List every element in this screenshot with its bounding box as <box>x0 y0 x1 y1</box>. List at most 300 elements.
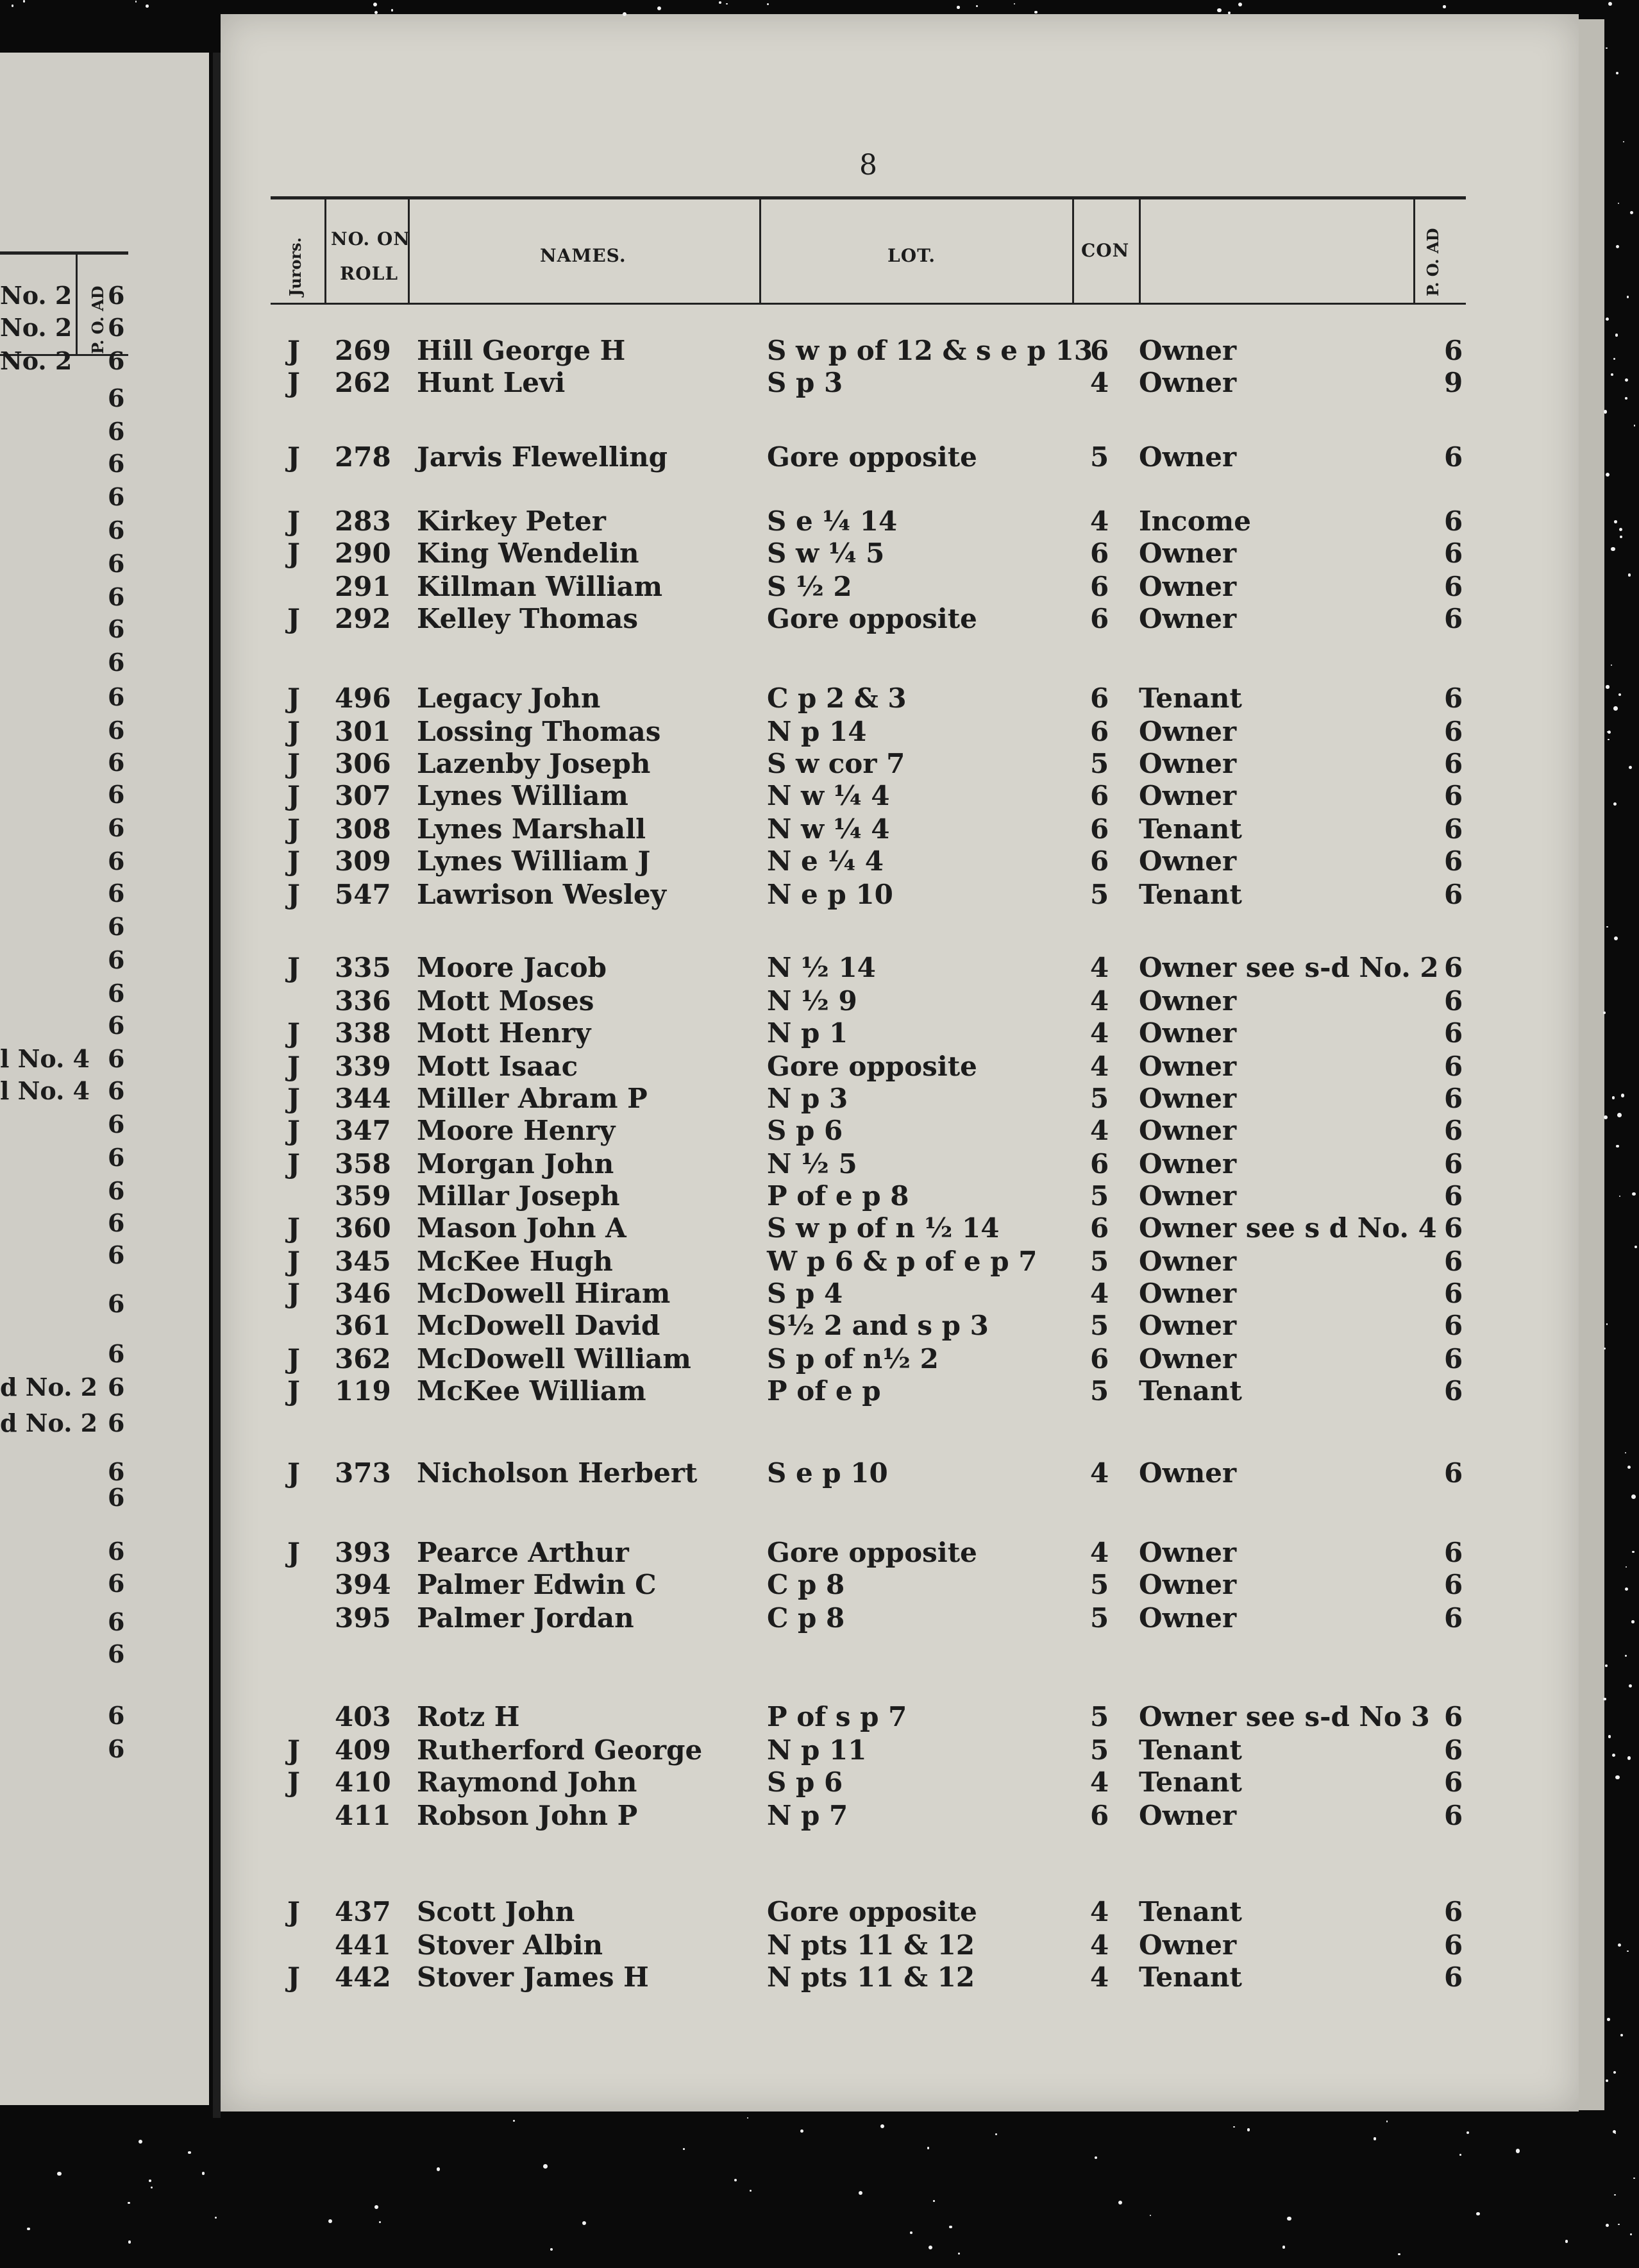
table-row <box>0 1766 1639 1798</box>
person-name: Lynes Marshall <box>417 813 646 845</box>
scan-speck <box>1374 2137 1377 2140</box>
lot-description: Gore opposite <box>767 1537 977 1568</box>
header-no-on-roll: NO. ON <box>331 228 410 250</box>
tenure-status: Owner <box>1139 1929 1237 1961</box>
scan-speck <box>1095 2156 1097 2159</box>
roll-number: 496 <box>335 682 391 714</box>
scan-speck <box>135 1 137 2</box>
roll-number: 346 <box>335 1278 391 1309</box>
scan-speck <box>1606 2224 1609 2227</box>
juror-mark: J <box>287 748 300 779</box>
table-row <box>0 505 1639 537</box>
scan-speck <box>734 2179 737 2181</box>
concession: 6 <box>1090 537 1109 569</box>
lot-description: S w p of n ½ 14 <box>767 1212 1000 1244</box>
po-address: 6 <box>1444 1929 1463 1961</box>
scan-speck <box>513 2120 515 2122</box>
juror-mark: J <box>287 813 300 845</box>
header-lot: LOT. <box>887 245 936 266</box>
concession: 5 <box>1090 1569 1109 1600</box>
scan-speck <box>1634 425 1636 427</box>
roll-number: 360 <box>335 1212 391 1244</box>
scan-speck <box>550 2248 553 2251</box>
scan-speck <box>958 2253 960 2255</box>
scan-speck <box>933 2200 935 2202</box>
roll-number: 403 <box>335 1701 391 1732</box>
lot-description: S e ¼ 14 <box>767 505 898 537</box>
scan-speck <box>949 2226 952 2229</box>
po-address: 6 <box>1444 1083 1463 1114</box>
po-address: 6 <box>1444 1148 1463 1180</box>
concession: 5 <box>1090 441 1109 473</box>
left-row-po: 6 <box>108 417 125 446</box>
scan-speck <box>391 9 393 11</box>
lot-description: W p 6 & p of e p 7 <box>767 1246 1038 1277</box>
header-roll: ROLL <box>340 263 399 284</box>
concession: 4 <box>1090 1457 1109 1489</box>
left-row-po: 6 <box>108 1240 125 1269</box>
table-row <box>0 985 1639 1017</box>
scan-speck <box>379 2221 381 2223</box>
scan-speck <box>1398 2253 1400 2255</box>
po-address: 6 <box>1444 1537 1463 1568</box>
po-address: 6 <box>1444 1310 1463 1341</box>
scan-speck <box>23 0 25 2</box>
concession: 4 <box>1090 1766 1109 1798</box>
table-row <box>0 1212 1639 1244</box>
left-row-label: No. 2 <box>0 281 72 310</box>
scan-speck <box>719 1 721 4</box>
lot-description: Gore opposite <box>767 603 977 634</box>
roll-number: 339 <box>335 1051 391 1082</box>
tenure-status: Owner <box>1139 1278 1237 1309</box>
table-row <box>0 813 1639 845</box>
roll-number: 290 <box>335 537 391 569</box>
scan-speck <box>1615 334 1618 336</box>
tenure-status: Tenant <box>1139 1896 1242 1927</box>
left-row-po: 6 <box>108 847 125 876</box>
po-address: 6 <box>1444 1457 1463 1489</box>
juror-mark: J <box>287 367 300 398</box>
roll-number: 278 <box>335 441 391 473</box>
person-name: Pearce Arthur <box>417 1537 629 1568</box>
scan-speck <box>1611 664 1612 666</box>
po-address: 6 <box>1444 1375 1463 1407</box>
scan-speck <box>151 2187 153 2188</box>
scan-speck <box>139 2140 142 2144</box>
concession: 6 <box>1090 1148 1109 1180</box>
person-name: McKee William <box>417 1375 646 1407</box>
po-address: 6 <box>1444 879 1463 910</box>
scan-speck <box>1614 2194 1615 2196</box>
scan-speck <box>1630 211 1633 214</box>
left-row-po: 6 <box>108 1110 125 1138</box>
lot-description: Gore opposite <box>767 1051 977 1082</box>
roll-number: 347 <box>335 1115 391 1146</box>
roll-number: 437 <box>335 1896 391 1927</box>
tenure-status: Owner <box>1139 1602 1237 1634</box>
concession: 6 <box>1090 716 1109 747</box>
lot-description: S½ 2 and s p 3 <box>767 1310 989 1341</box>
roll-number: 269 <box>335 335 391 366</box>
left-row-po: 6 <box>108 1457 125 1486</box>
scan-speck <box>1616 72 1618 74</box>
scan-speck <box>1614 936 1618 940</box>
tenure-status: Owner see s-d No 3 <box>1139 1701 1430 1732</box>
left-row-po: 6 <box>108 346 125 375</box>
scan-speck <box>1625 397 1627 400</box>
lot-description: S w p of 12 & s e p 13 <box>767 335 1093 366</box>
left-row-po: 6 <box>108 582 125 611</box>
table-row <box>0 879 1639 911</box>
concession: 5 <box>1090 1180 1109 1212</box>
left-row-po: 6 <box>108 1373 125 1401</box>
scan-speck <box>1618 203 1620 205</box>
table-row <box>0 1800 1639 1832</box>
header-divider <box>1413 199 1415 304</box>
scan-speck <box>1459 2154 1461 2156</box>
table-row <box>0 441 1639 473</box>
scan-speck <box>767 3 769 5</box>
table-row <box>0 1083 1639 1115</box>
lot-description: S w cor 7 <box>767 748 905 779</box>
table-row <box>0 1734 1639 1766</box>
concession: 4 <box>1090 952 1109 983</box>
left-row-po: 6 <box>108 1289 125 1318</box>
juror-mark: J <box>287 1115 300 1146</box>
po-address: 6 <box>1444 780 1463 811</box>
roll-number: 119 <box>335 1375 391 1407</box>
concession: 6 <box>1090 335 1109 366</box>
lot-description: Gore opposite <box>767 441 977 473</box>
lot-description: S p of n½ 2 <box>767 1343 939 1375</box>
tenure-status: Owner <box>1139 367 1237 398</box>
roll-number: 373 <box>335 1457 391 1489</box>
scan-speck <box>1467 2131 1469 2134</box>
person-name: McDowell Hiram <box>417 1278 671 1309</box>
juror-mark: J <box>287 1017 300 1049</box>
po-address: 6 <box>1444 1800 1463 1831</box>
po-address: 6 <box>1444 682 1463 714</box>
scan-speck <box>929 2246 932 2249</box>
lot-description: S p 6 <box>767 1115 843 1146</box>
person-name: Jarvis Flewelling <box>417 441 668 473</box>
scan-speck <box>1606 685 1609 688</box>
person-name: Mott Isaac <box>417 1051 578 1082</box>
scan-speck <box>1606 473 1610 477</box>
left-row-po: 6 <box>108 1537 125 1566</box>
scan-speck <box>1608 2 1612 6</box>
lot-description: P of e p 8 <box>767 1180 909 1212</box>
left-row-label: No. 2 <box>0 346 72 375</box>
tenure-status: Owner <box>1139 1148 1237 1180</box>
lot-description: S p 4 <box>767 1278 843 1309</box>
roll-number: 344 <box>335 1083 391 1114</box>
concession: 6 <box>1090 813 1109 845</box>
concession: 4 <box>1090 1929 1109 1961</box>
po-address: 6 <box>1444 1896 1463 1927</box>
lot-description: N ½ 14 <box>767 952 876 983</box>
juror-mark: J <box>287 1537 300 1568</box>
juror-mark: J <box>287 716 300 747</box>
roll-number: 362 <box>335 1343 391 1375</box>
lot-description: N p 14 <box>767 716 867 747</box>
tenure-status: Owner <box>1139 716 1237 747</box>
left-row-po: 6 <box>108 1208 125 1237</box>
scan-speck <box>683 2148 685 2150</box>
scan-speck <box>1613 2071 1616 2074</box>
juror-mark: J <box>287 441 300 473</box>
concession: 4 <box>1090 1896 1109 1927</box>
scan-speck <box>1150 2215 1151 2216</box>
person-name: Mott Henry <box>417 1017 591 1049</box>
concession: 6 <box>1090 1343 1109 1375</box>
lot-description: N p 3 <box>767 1083 848 1114</box>
person-name: Palmer Edwin C <box>417 1569 657 1600</box>
juror-mark: J <box>287 1051 300 1082</box>
left-row-po: 6 <box>108 912 125 941</box>
scan-speck <box>1604 410 1607 413</box>
scan-speck <box>1118 2201 1122 2205</box>
left-row-po: 6 <box>108 614 125 643</box>
juror-mark: J <box>287 1734 300 1766</box>
scan-speck <box>1623 141 1624 142</box>
po-address: 6 <box>1444 537 1463 569</box>
header-divider <box>759 199 761 304</box>
tenure-status: Income <box>1139 505 1251 537</box>
roll-number: 441 <box>335 1929 391 1961</box>
scan-speck <box>1611 373 1613 376</box>
person-name: Legacy John <box>417 682 601 714</box>
tenure-status: Tenant <box>1139 1734 1242 1766</box>
person-name: Morgan John <box>417 1148 614 1180</box>
roll-number: 338 <box>335 1017 391 1049</box>
concession: 6 <box>1090 845 1109 877</box>
juror-mark: J <box>287 1896 300 1927</box>
lot-description: P of e p <box>767 1375 881 1407</box>
juror-mark: J <box>287 603 300 634</box>
left-row-po: 6 <box>108 1607 125 1636</box>
header-divider <box>408 199 410 304</box>
scan-speck <box>1616 1145 1618 1147</box>
header-divider <box>324 199 326 304</box>
roll-number: 291 <box>335 571 391 602</box>
roll-number: 409 <box>335 1734 391 1766</box>
juror-mark: J <box>287 537 300 569</box>
scan-speck <box>995 2133 997 2135</box>
concession: 5 <box>1090 879 1109 910</box>
po-address: 6 <box>1444 603 1463 634</box>
concession: 4 <box>1090 1115 1109 1146</box>
concession: 5 <box>1090 1310 1109 1341</box>
left-row-po: 6 <box>108 449 125 478</box>
scan-speck <box>1238 3 1242 6</box>
scan-speck <box>1613 706 1618 711</box>
scan-speck <box>1603 1698 1606 1700</box>
header-con: CON <box>1081 240 1130 261</box>
person-name: Moore Henry <box>417 1115 616 1146</box>
table-row <box>0 1051 1639 1083</box>
scan-speck <box>1443 5 1445 8</box>
scan-speck <box>1606 926 1608 928</box>
scan-speck <box>374 11 378 14</box>
tenure-status: Owner <box>1139 1569 1237 1600</box>
concession: 6 <box>1090 571 1109 602</box>
table-row <box>0 952 1639 984</box>
scan-speck <box>657 6 661 10</box>
roll-number: 306 <box>335 748 391 779</box>
table-row <box>0 571 1639 603</box>
tenure-status: Owner <box>1139 1343 1237 1375</box>
juror-mark: J <box>287 879 300 910</box>
scan-speck <box>328 2219 332 2223</box>
juror-mark: J <box>287 1961 300 1993</box>
concession: 5 <box>1090 1602 1109 1634</box>
scan-speck <box>12 4 13 6</box>
concession: 6 <box>1090 603 1109 634</box>
person-name: Lawrison Wesley <box>417 879 666 910</box>
left-row-po: 6 <box>108 516 125 545</box>
lot-description: N ½ 9 <box>767 985 857 1017</box>
header-jurors: Jurors. <box>286 237 305 296</box>
concession: 5 <box>1090 1375 1109 1407</box>
concession: 4 <box>1090 1961 1109 1993</box>
table-row <box>0 1701 1639 1733</box>
scan-speck <box>957 6 959 8</box>
juror-mark: J <box>287 682 300 714</box>
header-rule-top <box>271 196 1466 199</box>
lot-description: S e p 10 <box>767 1457 888 1489</box>
roll-number: 335 <box>335 952 391 983</box>
person-name: Scott John <box>417 1896 575 1927</box>
tenure-status: Tenant <box>1139 1375 1242 1407</box>
scan-speck <box>1613 802 1617 806</box>
left-po-ad-header: P. O. AD <box>88 285 107 354</box>
scan-speck <box>57 2172 62 2176</box>
roll-number: 345 <box>335 1246 391 1277</box>
person-name: Palmer Jordan <box>417 1602 634 1634</box>
po-address: 6 <box>1444 1115 1463 1146</box>
roll-number: 358 <box>335 1148 391 1180</box>
scan-speck <box>1233 2126 1235 2128</box>
concession: 5 <box>1090 1734 1109 1766</box>
scan-speck <box>1625 1452 1626 1453</box>
scan-speck <box>1014 3 1015 4</box>
po-address: 6 <box>1444 1212 1463 1244</box>
left-row-po: 6 <box>108 1701 125 1730</box>
left-row-po: 6 <box>108 945 125 974</box>
table-row <box>0 716 1639 748</box>
scan-speck <box>582 2221 586 2225</box>
scan-speck <box>1627 296 1629 298</box>
tenure-status: Owner <box>1139 1457 1237 1489</box>
left-header-rule <box>0 251 128 255</box>
left-row-po: 6 <box>108 549 125 578</box>
person-name: King Wendelin <box>417 537 639 569</box>
scan-speck <box>1633 2178 1635 2179</box>
scan-speck <box>1606 1323 1608 1324</box>
roll-number: 309 <box>335 845 391 877</box>
scan-speck <box>1608 1735 1611 1738</box>
concession: 5 <box>1090 1701 1109 1732</box>
left-row-po: 6 <box>108 1483 125 1512</box>
scan-speck <box>1565 2240 1568 2242</box>
table-row <box>0 1457 1639 1489</box>
scan-speck <box>128 2202 130 2205</box>
scan-speck <box>188 2151 190 2154</box>
concession: 4 <box>1090 367 1109 398</box>
left-row-label: d No. 2 <box>0 1373 98 1401</box>
roll-number: 336 <box>335 985 391 1017</box>
juror-mark: J <box>287 952 300 983</box>
person-name: Hunt Levi <box>417 367 566 398</box>
table-row <box>0 1569 1639 1601</box>
roll-number: 292 <box>335 603 391 634</box>
po-address: 9 <box>1444 367 1463 398</box>
person-name: Millar Joseph <box>417 1180 620 1212</box>
person-name: McDowell David <box>417 1310 660 1341</box>
tenure-status: Owner <box>1139 1246 1237 1277</box>
tenure-status: Owner <box>1139 1180 1237 1212</box>
left-row-po: 6 <box>108 682 125 711</box>
scan-speck <box>1247 2128 1250 2131</box>
po-address: 6 <box>1444 1278 1463 1309</box>
table-row <box>0 1180 1639 1212</box>
tenure-status: Owner <box>1139 1310 1237 1341</box>
roll-number: 308 <box>335 813 391 845</box>
tenure-status: Owner <box>1139 1051 1237 1082</box>
concession: 4 <box>1090 985 1109 1017</box>
po-address: 6 <box>1444 1602 1463 1634</box>
concession: 6 <box>1090 1800 1109 1831</box>
scan-speck <box>27 2228 29 2230</box>
lot-description: Gore opposite <box>767 1896 977 1927</box>
person-name: McKee Hugh <box>417 1246 613 1277</box>
lot-description: N p 7 <box>767 1800 848 1831</box>
po-address: 6 <box>1444 335 1463 366</box>
concession: 5 <box>1090 748 1109 779</box>
person-name: Lynes William J <box>417 845 651 877</box>
left-row-po: 6 <box>108 1339 125 1368</box>
roll-number: 361 <box>335 1310 391 1341</box>
header-names: NAMES. <box>540 245 626 266</box>
po-address: 6 <box>1444 1766 1463 1798</box>
roll-number: 394 <box>335 1569 391 1600</box>
po-address: 6 <box>1444 571 1463 602</box>
scan-speck <box>1615 1775 1619 1779</box>
scan-speck <box>1617 1113 1622 1117</box>
header-po-ad: P. O. AD <box>1424 228 1442 296</box>
concession: 6 <box>1090 780 1109 811</box>
scan-speck <box>543 2164 548 2169</box>
person-name: Miller Abram P <box>417 1083 648 1114</box>
po-address: 6 <box>1444 1569 1463 1600</box>
table-row <box>0 537 1639 570</box>
concession: 4 <box>1090 1051 1109 1082</box>
left-row-po: 6 <box>108 384 125 412</box>
left-row-po: 6 <box>108 1011 125 1040</box>
table-row <box>0 1961 1639 1993</box>
concession: 5 <box>1090 1246 1109 1277</box>
lot-description: N pts 11 & 12 <box>767 1961 975 1993</box>
header-divider <box>1072 199 1074 304</box>
scan-speck <box>215 2217 217 2219</box>
juror-mark: J <box>287 845 300 877</box>
scan-speck <box>750 2190 752 2192</box>
person-name: Mason John A <box>417 1212 626 1244</box>
scan-speck <box>1627 1466 1631 1469</box>
scan-speck <box>1034 11 1038 14</box>
